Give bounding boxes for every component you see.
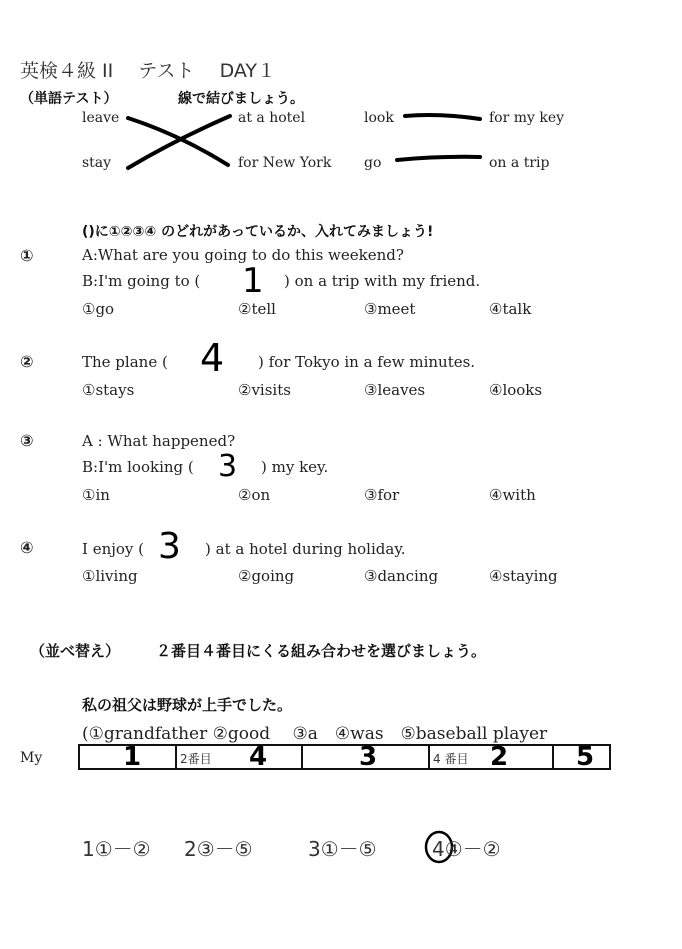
question-2-option-3: ③leaves xyxy=(364,381,426,399)
question-2-option-4: ④looks xyxy=(489,381,543,399)
reorder-cell-3 xyxy=(301,742,428,772)
question-3-line-a: A : What happened? xyxy=(82,432,236,450)
question-1-option-1: ①go xyxy=(82,300,115,318)
question-3-option-1: ①in xyxy=(82,486,110,504)
question-3-line-b1: B:I'm looking ( xyxy=(82,458,194,476)
reorder-word-choices: (①grandfather ②good ③a ④was ⑤baseball player xyxy=(82,724,548,744)
match-mid-2: for New York xyxy=(238,155,332,171)
question-4-option-4: ④staying xyxy=(489,567,558,585)
question-1-option-4: ④talk xyxy=(489,300,532,318)
reorder-cell-2-label: 2番目 xyxy=(180,752,212,766)
reorder-cell-4-answer: 2 xyxy=(490,742,509,772)
reorder-cell-3-answer: 3 xyxy=(359,742,378,772)
reorder-choice-4: 4④－② xyxy=(432,837,501,861)
vocab-test-label: （単語テスト） xyxy=(20,91,118,107)
page-title: 英検４級 II テスト DAY１ xyxy=(20,60,276,82)
match-left-2: stay xyxy=(82,155,112,171)
reorder-cell-5-answer: 5 xyxy=(576,742,595,772)
question-3-option-3: ③for xyxy=(364,486,400,504)
reorder-cell-4-label: 4 番目 xyxy=(433,752,469,766)
reorder-cell-1 xyxy=(78,742,175,772)
question-4-answer: 3 xyxy=(158,526,181,567)
reorder-choice-1: 1①－② xyxy=(82,837,151,861)
question-4-line-a1: I enjoy ( xyxy=(82,540,145,558)
question-4-number: ④ xyxy=(20,538,34,557)
sentence-prefix: My xyxy=(20,750,43,766)
reorder-instruction: ２番目４番目にくる組み合わせを選びましょう。 xyxy=(156,642,487,660)
question-1-option-2: ②tell xyxy=(238,300,276,318)
match-right-2: on a trip xyxy=(489,155,550,171)
reorder-answer-row xyxy=(78,744,611,770)
question-2-number: ② xyxy=(20,352,34,371)
reorder-cell-2-answer: 4 xyxy=(249,742,268,772)
reorder-cell-4 xyxy=(428,742,552,772)
question-1-line-b2: ) on a trip with my friend. xyxy=(284,272,481,290)
reorder-label: （並べ替え） xyxy=(30,642,121,660)
match-right-1: for my key xyxy=(489,110,565,126)
question-1-line-a: A:What are you going to do this weekend? xyxy=(82,246,404,264)
question-1-number: ① xyxy=(20,246,34,265)
match-rl-2: go xyxy=(364,155,382,171)
reorder-cell-1-answer: 1 xyxy=(123,742,142,772)
reorder-choice-2: 2③－⑤ xyxy=(184,837,253,861)
match-rl-1: look xyxy=(364,110,394,126)
question-2-answer: 4 xyxy=(200,336,225,380)
fill-instruction: ()に①②③④ のどれがあっているか、入れてみましょう! xyxy=(82,224,434,240)
reorder-sentence-jp: 私の祖父は野球が上手でした。 xyxy=(82,696,293,714)
question-4-option-1: ①living xyxy=(82,567,138,585)
reorder-cell-2 xyxy=(175,742,301,772)
question-2-option-1: ①stays xyxy=(82,381,135,399)
question-2-line-a1: The plane ( xyxy=(82,353,168,371)
question-3-answer: 3 xyxy=(218,449,238,484)
question-2-line-a2: ) for Tokyo in a few minutes. xyxy=(258,353,476,371)
question-4-option-2: ②going xyxy=(238,567,295,585)
match-left-1: leave xyxy=(82,110,120,126)
question-3-option-2: ②on xyxy=(238,486,271,504)
matching-instruction: 線で結びましょう。 xyxy=(178,91,304,107)
reorder-choice-3: 3①－⑤ xyxy=(308,837,377,861)
question-3-number: ③ xyxy=(20,431,34,450)
question-1-option-3: ③meet xyxy=(364,300,416,318)
question-4-line-a2: ) at a hotel during holiday. xyxy=(205,540,406,558)
question-4-option-3: ③dancing xyxy=(364,567,439,585)
question-3-option-4: ④with xyxy=(489,486,536,504)
reorder-cell-5 xyxy=(552,742,611,772)
question-2-option-2: ②visits xyxy=(238,381,291,399)
question-1-line-b1: B:I'm going to ( xyxy=(82,272,201,290)
question-1-answer: 1 xyxy=(242,261,264,301)
match-mid-1: at a hotel xyxy=(238,110,306,126)
question-3-line-b2: ) my key. xyxy=(261,458,329,476)
